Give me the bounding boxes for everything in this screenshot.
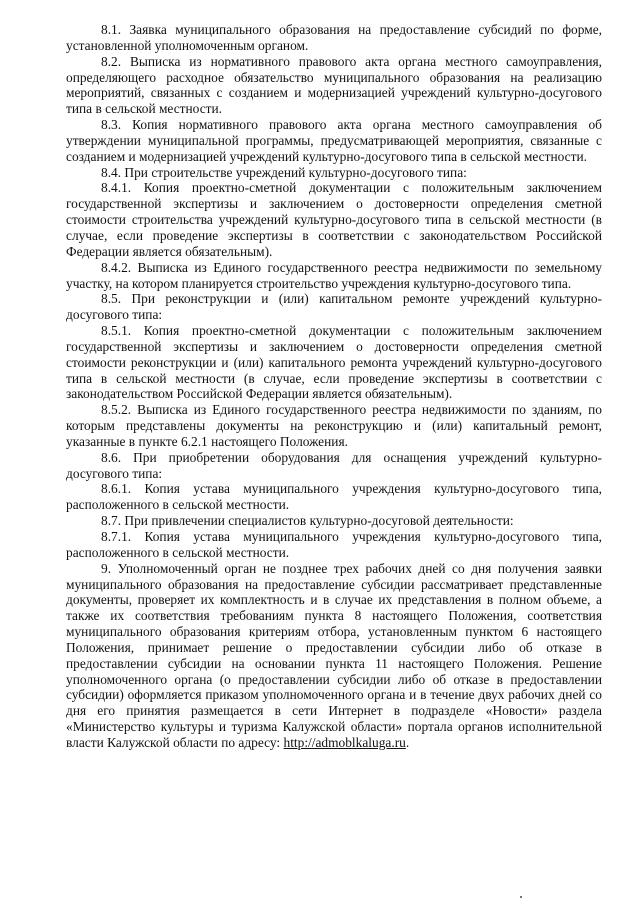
paragraph-8-2: 8.2. Выписка из нормативного правового акта органа местного самоуправления, определяющего расходное обязательство муниципального образования на реализацию мероприятий, связанных с созданием и модернизацией учреждений культурно-досугового типа в сельской местности. [66,53,602,117]
paragraph-8-7: 8.7. При привлечении специалистов культурно-досуговой деятельности: [101,513,514,529]
scan-speck [520,896,522,898]
paragraph-8-4: 8.4. При строительстве учреждений культурно-досугового типа: [101,164,467,180]
portal-link[interactable]: http://admoblkaluga.ru [283,734,406,750]
document-page [66,22,602,751]
paragraph-8-3: 8.3. Копия нормативного правового акта органа местного самоуправления об утверждении муниципальной программы, предусматривающей мероприятия, связанные с созданием и модернизацией учреждений культурно-досугового типа в сельской местности. [66,117,602,164]
paragraph-8-7-1: 8.7.1. Копия устава муниципального учреждения культурно-досугового типа, расположенного в сельской местности. [66,529,602,560]
paragraph-8-6: 8.6. При приобретении оборудования для оснащения учреждений культурно-досугового типа: [66,449,602,481]
paragraph-9-text: 9. Уполномоченный орган не позднее трех рабочих дней со дня получения заявки муниципального образования на предоставление субсидии рассматривает представленные документы, проверяет их комплектность и в случае их представления в полном объеме, а также их соответствия требованиям пункта 8 настоящего Положения, соответствия муниципального образования критериям отбора, установленным пунктом 6 настоящего Положения, принимает решение о предоставлении субсидии либо об отказе в предоставлении субсидии на основании пункта 11 настоящего Положения. Решение уполномоченного органа (о предоставлении субсидии либо об отказе в предоставлении субсидии) оформляется приказом уполномоченного органа и в течение двух рабочих дней со дня его принятия размещается в сети Интернет в подразделе «Новости» раздела «Министерство культуры и туризма Калужской области» портала органов исполнительной власти Калужской области по адресу: [66,560,602,750]
paragraph-9-end: . [405,734,410,750]
paragraph-8-5-1: 8.5.1. Копия проектно-сметной документации с положительным заключением государственной экспертизы и заключением о достоверности определения сметной стоимости реконструкции и (или) капитального ремонта учреждений культурно-досугового типа в сельской местности (в случае, если проведение экспертизы в соответствии с законодательством Российской Федерации является обязательным). [66,323,602,402]
paragraph-8-4-2: 8.4.2. Выписка из Единого государственного реестра недвижимости по земельному участку, на котором планируется строительство учреждения культурно-досугового типа. [66,259,602,291]
paragraph-9 [66,561,602,751]
paragraph-8-5-2: 8.5.2. Выписка из Единого государственного реестра недвижимости по зданиям, по которым представлены документы на реконструкцию и (или) капитальный ремонт, указанные в пункте 6.2.1 настоящего Положения. [66,402,602,449]
paragraph-8-1: 8.1. Заявка муниципального образования на предоставление субсидий по форме, установленной уполномоченным органом. [66,22,602,53]
paragraph-8-4-1: 8.4.1. Копия проектно-сметной документации с положительным заключением государственной экспертизы и заключением о достоверности определения сметной стоимости строительства учреждений культурно-досугового типа в сельской местности (в случае, если проведение экспертизы в соответствии с законодательством Российской Федерации является обязательным). [66,180,602,259]
paragraph-8-5: 8.5. При реконструкции и (или) капитальном ремонте учреждений культурно-досугового типа: [66,291,602,323]
paragraph-8-6-1: 8.6.1. Копия устава муниципального учреждения культурно-досугового типа, расположенного в сельской местности. [66,481,602,513]
